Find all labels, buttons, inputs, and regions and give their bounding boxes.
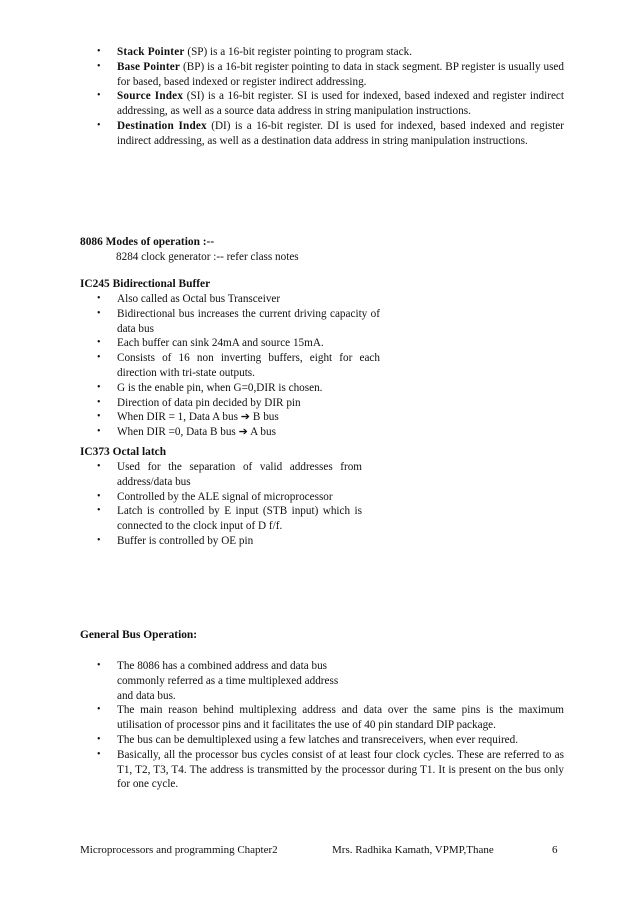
bullet-icon: • — [97, 748, 101, 760]
list-item — [80, 460, 362, 490]
list-item — [80, 425, 380, 440]
bullet-icon: • — [97, 426, 101, 438]
list-item — [80, 748, 564, 792]
list-item — [80, 504, 362, 534]
footer-page-number: 6 — [552, 844, 558, 856]
list-item-text: Used for the separation of valid addresses from address/data bus — [117, 461, 362, 488]
bullet-icon: • — [97, 337, 101, 349]
term-stack-pointer: Stack Pointer — [117, 46, 185, 58]
list-item-text: Also called as Octal bus Transceiver — [117, 293, 281, 305]
list-item-text: G is the enable pin, when G=0,DIR is chosen. — [117, 381, 323, 394]
list-item-text: When DIR =0, Data B bus ➔ A bus — [117, 426, 276, 439]
list-item — [80, 733, 564, 748]
list-item — [80, 534, 362, 549]
clock-generator-note: 8284 clock generator :-- refer class notes — [116, 251, 299, 263]
bullet-icon: • — [97, 352, 101, 364]
bullet-icon: • — [97, 396, 101, 408]
ic373-list — [80, 460, 362, 549]
list-item-text: Each buffer can sink 24mA and source 15mA. — [117, 337, 324, 350]
general-bus-list — [80, 659, 564, 792]
list-item-line: commonly referred as a time multiplexed address — [117, 674, 339, 687]
list-item — [80, 45, 564, 60]
section-heading-general-bus: General Bus Operation: — [80, 629, 198, 641]
list-item-text: Consists of 16 non inverting buffers, eight for each direction with tri-state outputs. — [117, 352, 380, 379]
list-item-text: Controlled by the ALE signal of microprocessor — [117, 490, 333, 503]
list-item-text: (SP) is a 16-bit register pointing to program stack. — [187, 46, 412, 58]
bullet-icon: • — [97, 704, 101, 716]
list-item — [80, 490, 362, 505]
list-item — [80, 307, 380, 337]
list-item-text: The bus can be demultiplexed using a few latches and transreceivers, when ever required. — [117, 733, 519, 746]
list-item-text: Basically, all the processor bus cycles consist of at least four clock cycles. These are referred to as T1, T2, T3, T4. The address is transmitted by the processor during T1. It is present on the bus only for one cycle. — [117, 748, 564, 791]
list-item — [80, 89, 564, 119]
bullet-icon: • — [97, 46, 101, 57]
bullet-icon: • — [97, 119, 101, 131]
bullet-icon: • — [97, 534, 101, 546]
list-item — [80, 351, 380, 381]
list-item — [80, 60, 564, 90]
bullet-icon: • — [97, 733, 101, 745]
list-item-text: Buffer is controlled by OE pin — [117, 534, 254, 547]
bullet-icon: • — [97, 60, 101, 72]
ic245-list — [80, 292, 380, 440]
list-item — [80, 292, 380, 307]
bullet-icon: • — [97, 307, 101, 319]
list-item-text: (DI) is a 16-bit register. DI is used for indexed, based indexed and register indirect addressing, as well as a destination data address in string manipulation instructions. — [117, 119, 564, 147]
bullet-icon: • — [97, 490, 101, 502]
list-item-text: Bidirectional bus increases the current driving capacity of data bus — [117, 307, 380, 335]
list-item-text: When DIR = 1, Data A bus ➔ B bus — [117, 411, 279, 424]
list-item-text: The main reason behind multiplexing address and data over the same pins is the maximum utilisation of processor pins and it facilitates the use of 40 pin standard DIP package. — [117, 704, 564, 732]
term-destination-index: Destination Index — [117, 119, 207, 132]
section-heading-ic245: IC245 Bidirectional Buffer — [80, 278, 211, 290]
footer-course: Microprocessors and programming Chapter2 — [80, 844, 278, 856]
register-list — [80, 45, 564, 149]
footer-author: Mrs. Radhika Kamath, VPMP,Thane — [332, 844, 494, 856]
list-item — [80, 381, 380, 396]
term-base-pointer: Base Pointer — [117, 60, 181, 73]
bullet-icon: • — [97, 411, 101, 423]
term-source-index: Source Index — [117, 90, 184, 103]
list-item — [80, 410, 380, 425]
list-item-text: (BP) is a 16-bit register pointing to data in stack segment. BP register is usually used for based, based indexed or register indirect addressing. — [117, 60, 564, 88]
list-item — [80, 703, 564, 733]
bullet-icon: • — [97, 381, 101, 393]
list-item-text: Direction of data pin decided by DIR pin — [117, 396, 301, 409]
section-heading-ic373: IC373 Octal latch — [80, 446, 167, 458]
list-item — [80, 659, 564, 703]
section-heading-modes: 8086 Modes of operation :-- — [80, 236, 215, 248]
list-item — [80, 336, 380, 351]
bullet-icon: • — [97, 505, 101, 517]
bullet-icon: • — [97, 293, 101, 304]
bullet-icon: • — [97, 461, 101, 472]
list-item-line: and data bus. — [117, 689, 176, 702]
list-item-text: (SI) is a 16-bit register. SI is used for indexed, based indexed and register indirect addressing, as well as a source data address in string manipulation instructions. — [117, 90, 565, 118]
list-item — [80, 119, 564, 149]
list-item-line: The 8086 has a combined address and data bus — [117, 660, 328, 672]
bullet-icon: • — [97, 660, 101, 671]
list-item-text: Latch is controlled by E input (STB input) which is connected to the clock input of D f/f. — [117, 505, 362, 533]
list-item — [80, 396, 380, 411]
bullet-icon: • — [97, 90, 101, 102]
